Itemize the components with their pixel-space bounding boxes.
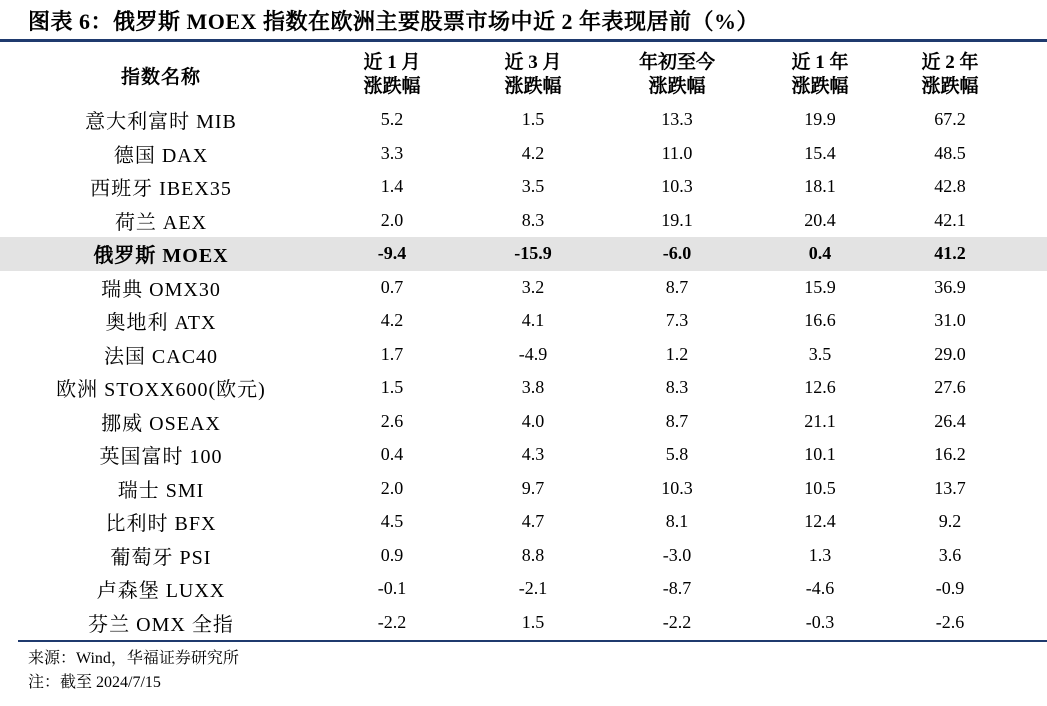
value-cell: 5.2: [380, 109, 404, 130]
value-cell: 3.8: [521, 377, 545, 398]
value-cell: 8.7: [665, 276, 689, 297]
value-cell: 36.9: [934, 276, 966, 297]
value-cell: 10.5: [804, 477, 836, 498]
table-row: [0, 271, 1047, 305]
value-cell: 3.3: [380, 142, 404, 163]
value-cell: 4.3: [521, 444, 545, 465]
index-name-cell: 芬兰 OMX 全指: [88, 613, 234, 636]
value-cell: 29.0: [934, 343, 966, 364]
table-row: [0, 405, 1047, 439]
value-cell: 1.3: [808, 544, 832, 565]
value-cell: 20.4: [804, 209, 836, 230]
table-row: [0, 304, 1047, 338]
value-cell: -0.1: [377, 578, 407, 599]
table-row: [0, 170, 1047, 204]
column-header-line2: 涨跌幅: [791, 76, 849, 97]
value-cell: 31.0: [934, 310, 966, 331]
value-cell: 42.8: [934, 176, 966, 197]
index-name-cell: 英国富时 100: [99, 446, 223, 469]
value-cell: 4.2: [380, 310, 404, 331]
index-name-cell: 德国 DAX: [113, 144, 209, 167]
value-cell: 9.7: [521, 477, 545, 498]
value-cell: 4.0: [521, 410, 545, 431]
index-name-cell: 葡萄牙 PSI: [110, 546, 212, 569]
value-cell: 4.2: [521, 142, 545, 163]
table-row: [0, 103, 1047, 137]
footer: [0, 642, 1047, 695]
value-cell: -9.4: [377, 243, 407, 264]
index-name-cell: 瑞典 OMX30: [101, 278, 221, 301]
value-cell: 3.6: [938, 544, 962, 565]
table-row: [0, 572, 1047, 606]
value-cell: -2.6: [935, 611, 965, 632]
value-cell: 9.2: [938, 511, 962, 532]
value-cell: 13.7: [934, 477, 966, 498]
value-cell: 8.8: [521, 544, 545, 565]
value-cell: 8.3: [521, 209, 545, 230]
value-cell: 19.1: [661, 209, 693, 230]
value-cell: 27.6: [934, 377, 966, 398]
value-cell: 2.0: [380, 477, 404, 498]
index-name-cell: 瑞士 SMI: [117, 479, 205, 502]
index-name-cell: 挪威 OSEAX: [101, 412, 221, 435]
value-cell: 0.4: [808, 243, 832, 264]
value-cell: 19.9: [804, 109, 836, 130]
table-row: [0, 606, 1047, 640]
value-cell: 12.4: [804, 511, 836, 532]
table-row: [0, 137, 1047, 171]
date-note: 注：截至 2024/7/15: [28, 674, 161, 691]
value-cell: -2.1: [518, 578, 548, 599]
value-cell: 18.1: [804, 176, 836, 197]
value-cell: 3.2: [521, 276, 545, 297]
table-row: [0, 204, 1047, 238]
value-cell: 1.5: [521, 109, 545, 130]
column-header-line1: 年初至今: [638, 52, 715, 73]
value-cell: -3.0: [662, 544, 692, 565]
column-header-line2: 涨跌幅: [648, 76, 706, 97]
value-cell: 26.4: [934, 410, 966, 431]
value-cell: 3.5: [521, 176, 545, 197]
value-cell: 5.8: [665, 444, 689, 465]
value-cell: 42.1: [934, 209, 966, 230]
value-cell: 13.3: [661, 109, 693, 130]
value-cell: 2.0: [380, 209, 404, 230]
index-name-cell: 荷兰 AEX: [114, 211, 208, 234]
index-name-cell: 西班牙 IBEX35: [90, 178, 232, 201]
column-header-line2: 涨跌幅: [921, 76, 979, 97]
column-header-line1: 近 1 年: [791, 52, 849, 73]
table-row: [0, 505, 1047, 539]
value-cell: 48.5: [934, 142, 966, 163]
title-divider: [0, 39, 1047, 42]
value-cell: 4.7: [521, 511, 545, 532]
value-cell: 3.5: [808, 343, 832, 364]
column-header-4: [890, 47, 1047, 103]
value-cell: 2.6: [380, 410, 404, 431]
value-cell: 8.3: [665, 377, 689, 398]
table-row: [0, 371, 1047, 405]
value-cell: -6.0: [662, 243, 692, 264]
source-note: 来源：Wind，华福证券研究所: [28, 650, 239, 667]
column-header-2: [604, 47, 750, 103]
value-cell: 0.7: [380, 276, 404, 297]
value-cell: 10.1: [804, 444, 836, 465]
value-cell: 8.7: [665, 410, 689, 431]
value-cell: 4.1: [521, 310, 545, 331]
value-cell: 41.2: [934, 243, 966, 264]
column-header-line1: 近 1 月: [363, 52, 421, 73]
value-cell: 1.7: [380, 343, 404, 364]
value-cell: -4.6: [805, 578, 835, 599]
value-cell: 1.4: [380, 176, 404, 197]
value-cell: 1.5: [521, 611, 545, 632]
index-name-cell: 比利时 BFX: [105, 513, 217, 536]
value-cell: -15.9: [514, 243, 552, 264]
value-cell: 0.4: [380, 444, 404, 465]
column-header-line2: 涨跌幅: [504, 76, 562, 97]
index-name-cell: 奥地利 ATX: [105, 312, 217, 335]
figure-title: 图表 6：俄罗斯 MOEX 指数在欧洲主要股票市场中近 2 年表现居前（%）: [28, 9, 759, 34]
index-name-cell: 欧洲 STOXX600(欧元): [56, 379, 266, 402]
value-cell: 1.2: [665, 343, 689, 364]
table-row-highlighted: [0, 237, 1047, 271]
value-cell: 11.0: [661, 142, 693, 163]
value-cell: 8.1: [665, 511, 689, 532]
value-cell: 15.4: [804, 142, 836, 163]
performance-table: [0, 47, 1047, 639]
column-header-index-name: 指数名称: [120, 66, 201, 88]
value-cell: 16.6: [804, 310, 836, 331]
value-cell: 0.9: [380, 544, 404, 565]
value-cell: 1.5: [380, 377, 404, 398]
column-header-3: [750, 47, 890, 103]
value-cell: 10.3: [661, 477, 693, 498]
column-header-1: [462, 47, 604, 103]
value-cell: -8.7: [662, 578, 692, 599]
index-name-cell: 意大利富时 MIB: [85, 111, 237, 134]
index-name-cell: 卢森堡 LUXX: [96, 580, 226, 603]
value-cell: -4.9: [518, 343, 548, 364]
table-row: [0, 539, 1047, 573]
column-header-line1: 近 3 月: [504, 52, 562, 73]
value-cell: 7.3: [665, 310, 689, 331]
column-header-line1: 近 2 年: [921, 52, 979, 73]
value-cell: 10.3: [661, 176, 693, 197]
value-cell: -0.9: [935, 578, 965, 599]
index-name-cell: 法国 CAC40: [103, 345, 219, 368]
index-name-cell: 俄罗斯 MOEX: [93, 245, 229, 268]
value-cell: -0.3: [805, 611, 835, 632]
value-cell: 67.2: [934, 109, 966, 130]
table-row: [0, 438, 1047, 472]
table-row: [0, 338, 1047, 372]
value-cell: -2.2: [377, 611, 407, 632]
value-cell: 16.2: [934, 444, 966, 465]
column-header-0: [322, 47, 462, 103]
table-header-row: [0, 47, 1047, 103]
table-row: [0, 472, 1047, 506]
value-cell: 15.9: [804, 276, 836, 297]
column-header-line2: 涨跌幅: [363, 76, 421, 97]
value-cell: 12.6: [804, 377, 836, 398]
value-cell: 4.5: [380, 511, 404, 532]
value-cell: 21.1: [804, 410, 836, 431]
value-cell: -2.2: [662, 611, 692, 632]
